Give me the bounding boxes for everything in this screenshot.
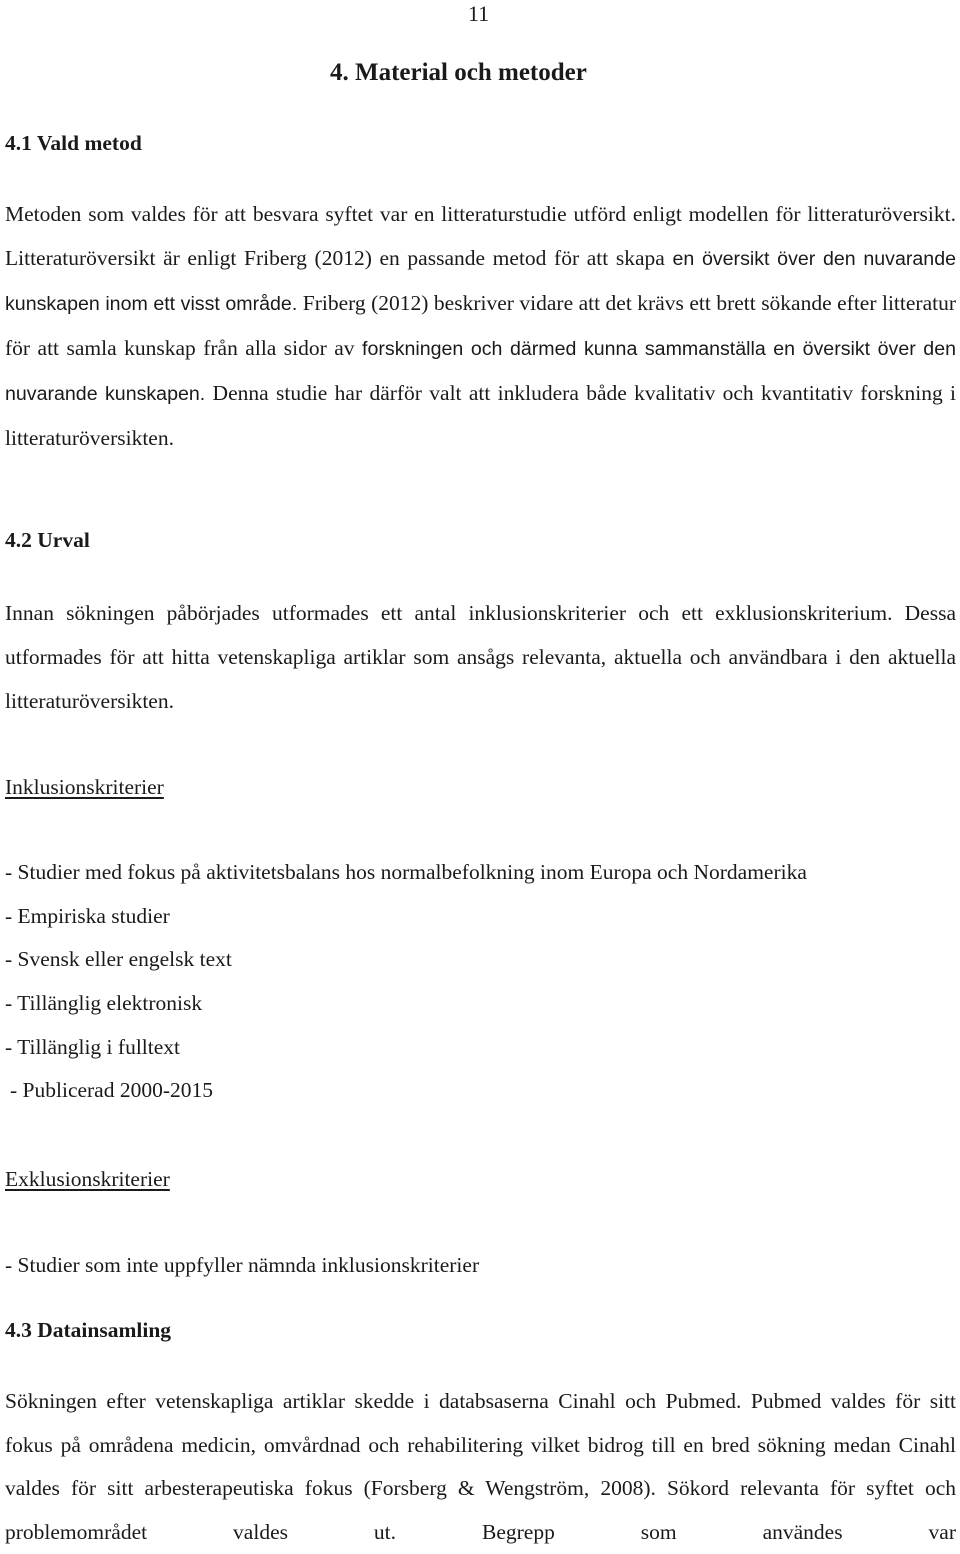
paragraph-text-sans: en översikt över den nuvarande kunskapen inom ett visst område.: [5, 248, 956, 315]
paragraph-text: Metoden som valdes för att besvara syftet var en litteraturstudie utförd enligt modellen för litteraturöversikt. Litteraturöversikt är enligt Friberg (2012) en passande metod för att skapa: [5, 202, 956, 270]
inclusion-criteria-heading: Inklusionskriterier: [5, 775, 164, 799]
inclusion-criteria-list: [5, 851, 807, 1113]
page-number: 11: [468, 1, 490, 26]
list-item: - Studier med fokus på aktivitetsbalans hos normalbefolkning inom Europa och Nordamerika: [5, 860, 807, 884]
paragraph-vald-metod: [5, 192, 956, 460]
paragraph-text: Denna studie har därför valt att inkludera både kvalitativ och kvantitativ forskning i litteraturöversikten.: [5, 381, 956, 450]
list-item: - Empiriska studier: [5, 903, 170, 928]
list-item: - Publicerad 2000-2015: [10, 1078, 214, 1103]
exclusion-criteria-item: - Studier som inte uppfyller nämnda inklusionskriterier: [5, 1253, 480, 1277]
paragraph-urval: Innan sökningen påbörjades utformades ett antal inklusionskriterier och ett exklusionskriterium. Dessa utformades för att hitta vetenskapliga artiklar som ansågs relevanta, aktuella och användbara i den aktuella litteraturöversikten.: [5, 601, 956, 713]
list-item: - Tillänglig elektronisk: [5, 991, 203, 1016]
list-item: - Svensk eller engelsk text: [5, 947, 232, 972]
paragraph-text: Friberg (2012) beskriver vidare att det krävs ett brett sökande efter litteratur för att samla kunskap från alla sidor av: [5, 291, 956, 360]
exclusion-criteria-heading: Exklusionskriterier: [5, 1167, 170, 1191]
section-heading-datainsamling: 4.3 Datainsamling: [5, 1318, 172, 1342]
paragraph-text-sans: forskningen och därmed kunna sammanställa en översikt över den nuvarande kunskapen.: [5, 338, 956, 405]
paragraph-datainsamling: Sökningen efter vetenskapliga artiklar skedde i databsaserna Cinahl och Pubmed. Pubmed valdes för sitt fokus på områdena medicin, omvårdnad och rehabilitering vilket bidrog till en bred sökning medan Cinahl valdes för sitt arbesterapeutiska fokus (Forsberg & Wengström, 2008). Sökord relevanta för syftet och problemområdet valdes ut. Begrepp som användes var: [5, 1389, 956, 1544]
list-item: - Tillänglig i fulltext: [5, 1034, 181, 1059]
section-heading-urval: 4.2 Urval: [5, 528, 90, 552]
chapter-title: 4. Material och metoder: [330, 59, 587, 86]
section-heading-vald-metod: 4.1 Vald metod: [5, 131, 142, 155]
